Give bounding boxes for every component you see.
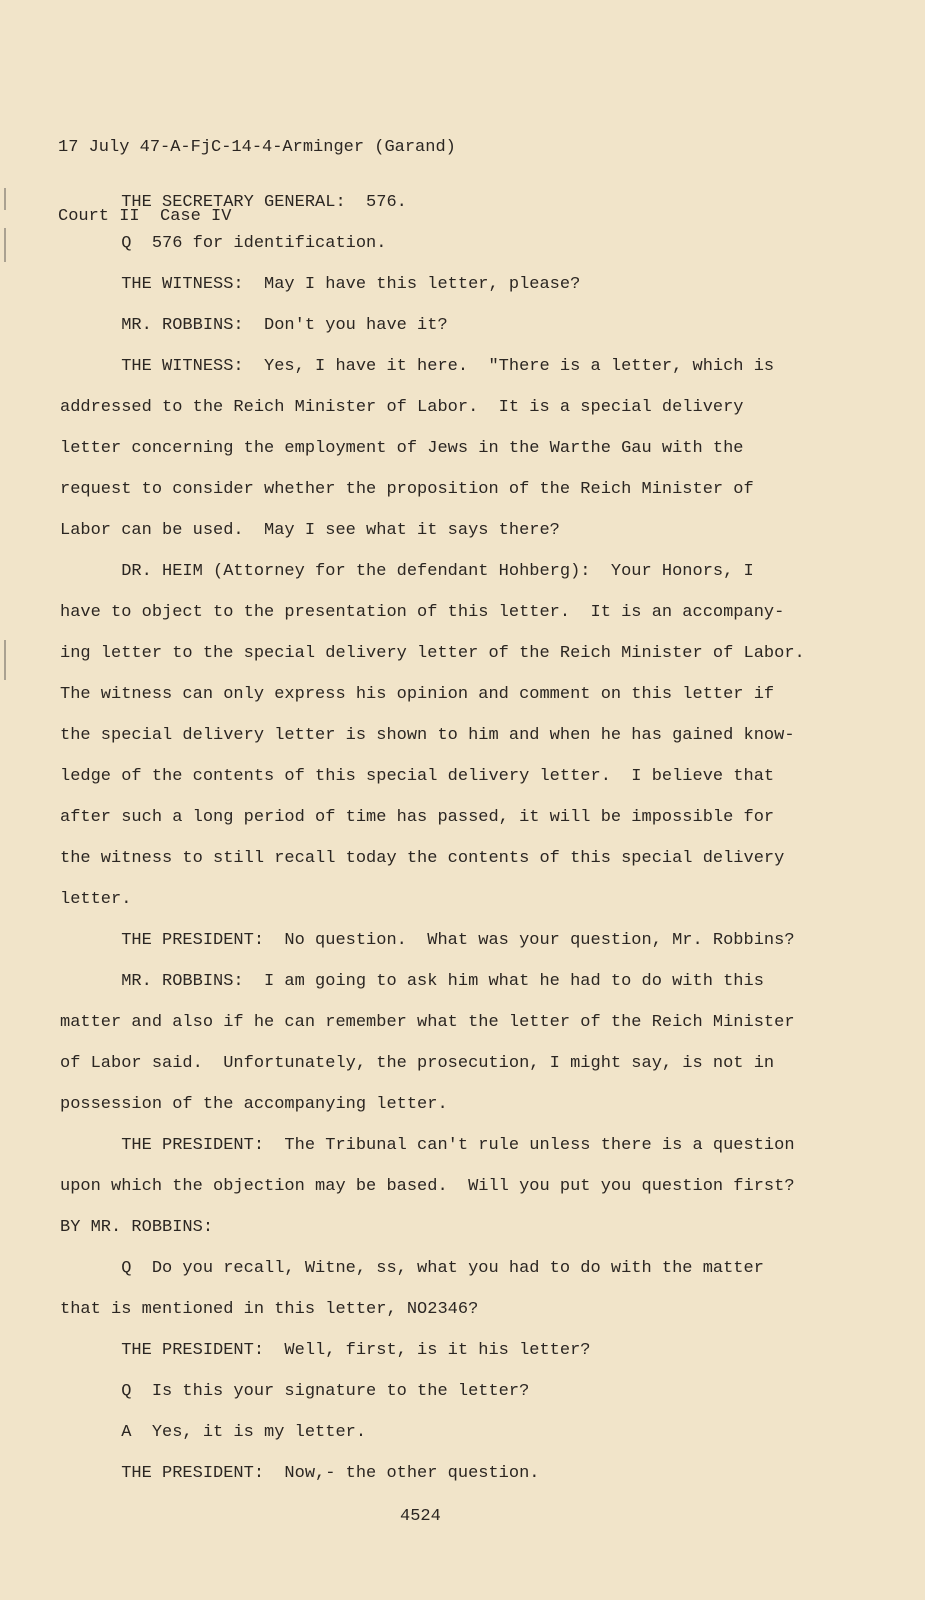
transcript-line: THE PRESIDENT: Well, first, is it his letter? [60,1341,591,1360]
transcript-line: possession of the accompanying letter. [60,1095,448,1114]
transcript-line: of Labor said. Unfortunately, the prosecution, I might say, is not in [60,1054,775,1073]
transcript-line: The witness can only express his opinion and comment on this letter if [60,685,775,704]
transcript-line: Q 576 for identification. [60,234,387,253]
left-edge-mark [4,188,6,210]
left-edge-mark [4,640,6,680]
transcript-line: Labor can be used. May I see what it says there? [60,521,560,540]
page-number: 4524 [400,1507,441,1526]
transcript-line: Q Do you recall, Witne, ss, what you had to do with the matter [60,1259,764,1278]
transcript-line: MR. ROBBINS: I am going to ask him what he had to do with this [60,972,764,991]
transcript-line: after such a long period of time has passed, it will be impossible for [60,808,775,827]
transcript-line: ledge of the contents of this special delivery letter. I believe that [60,767,775,786]
transcript-line: THE WITNESS: May I have this letter, please? [60,275,581,294]
header-line-court-case: Court II Case IV [58,207,232,226]
transcript-line: THE SECRETARY GENERAL: 576. [60,193,407,212]
transcript-body [60,188,805,1500]
transcript-line: ing letter to the special delivery letter of the Reich Minister of Labor. [60,644,805,663]
transcript-line: that is mentioned in this letter, NO2346? [60,1300,479,1319]
transcript-line: THE PRESIDENT: The Tribunal can't rule unless there is a question [60,1136,795,1155]
transcript-line: have to object to the presentation of this letter. It is an accompany- [60,603,785,622]
transcript-line: THE PRESIDENT: Now,- the other question. [60,1464,540,1483]
transcript-line: BY MR. ROBBINS: [60,1218,214,1237]
transcript-line: letter concerning the employment of Jews in the Warthe Gau with the [60,439,744,458]
transcript-line: A Yes, it is my letter. [60,1423,367,1442]
left-edge-mark [4,228,6,262]
transcript-line: THE WITNESS: Yes, I have it here. "There is a letter, which is [60,357,775,376]
transcript-line: THE PRESIDENT: No question. What was your question, Mr. Robbins? [60,931,795,950]
transcript-line: addressed to the Reich Minister of Labor. It is a special delivery [60,398,744,417]
transcript-line: the witness to still recall today the contents of this special delivery [60,849,785,868]
transcript-line: upon which the objection may be based. Will you put you question first? [60,1177,795,1196]
transcript-line: matter and also if he can remember what the letter of the Reich Minister [60,1013,795,1032]
transcript-line: request to consider whether the proposition of the Reich Minister of [60,480,754,499]
transcript-line: the special delivery letter is shown to him and when he has gained know- [60,726,795,745]
transcript-line: Q Is this your signature to the letter? [60,1382,530,1401]
transcript-line: MR. ROBBINS: Don't you have it? [60,316,448,335]
header-line-date-ref: 17 July 47-A-FjC-14-4-Arminger (Garand) [58,138,456,157]
transcript-line: letter. [60,890,132,909]
transcript-line: DR. HEIM (Attorney for the defendant Hohberg): Your Honors, I [60,562,754,581]
